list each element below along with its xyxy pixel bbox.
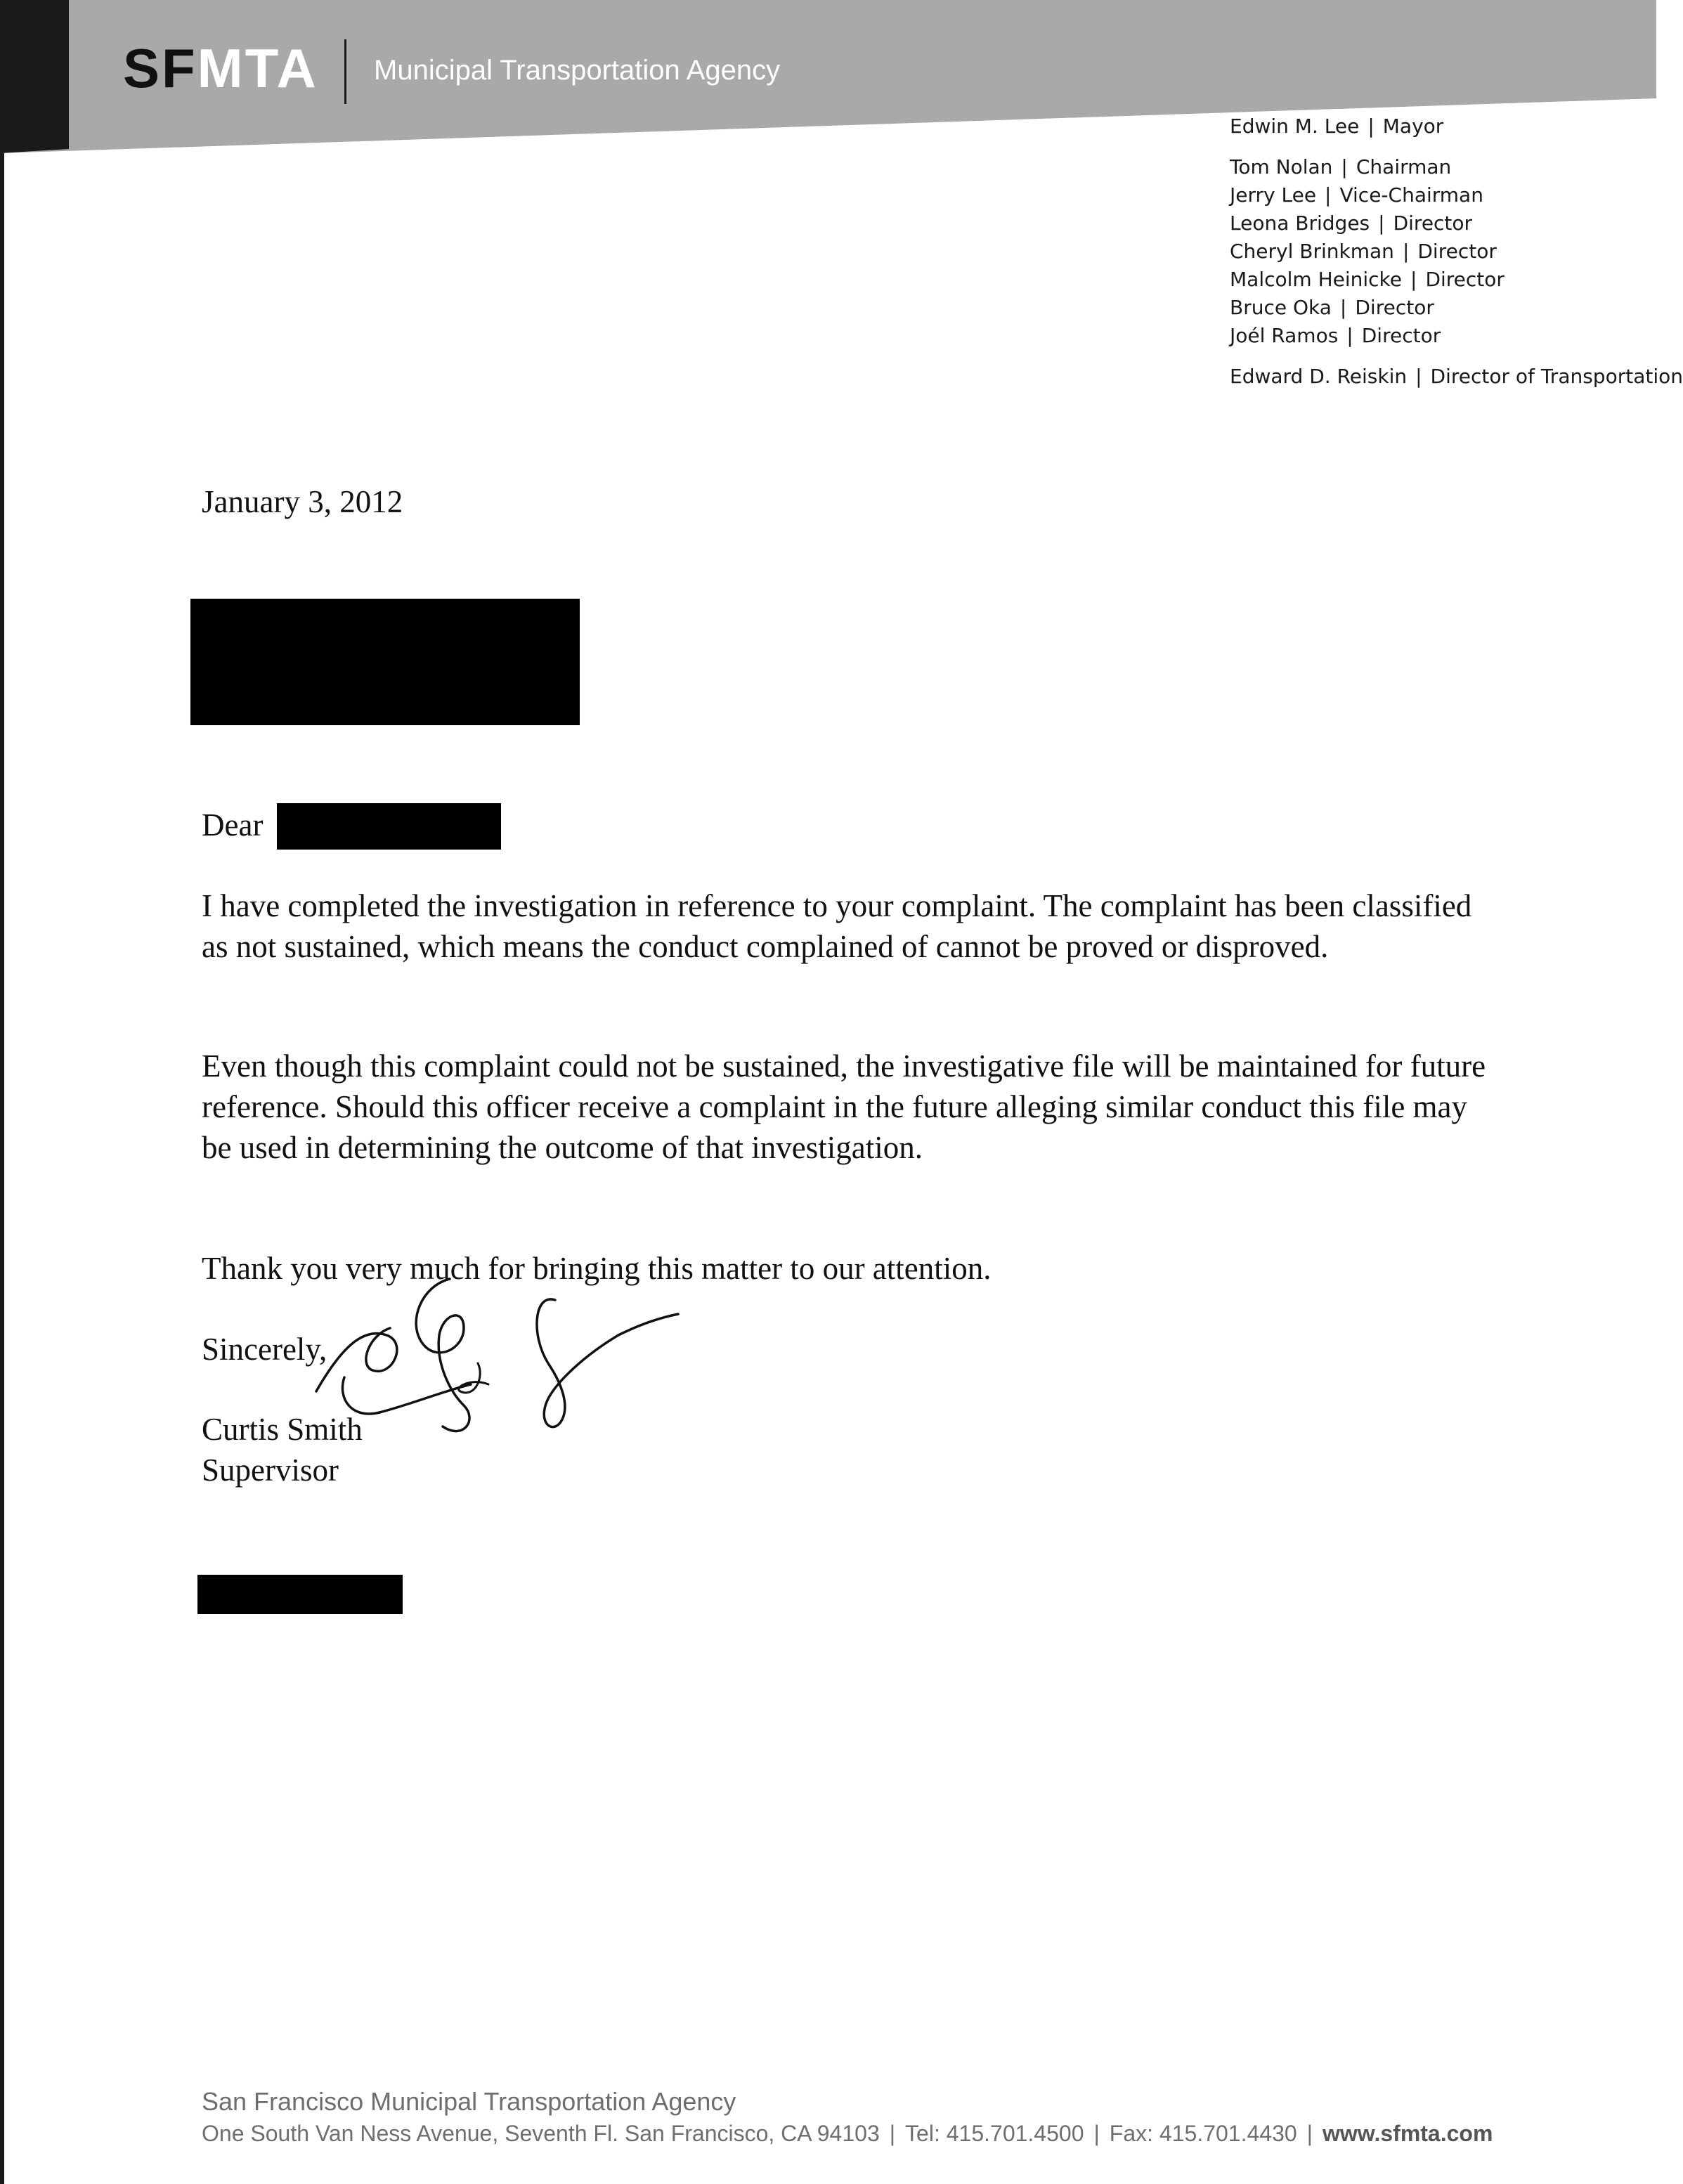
roster-role: Director <box>1393 212 1473 235</box>
roster-name: Jerry Lee <box>1230 183 1317 207</box>
roster-member <box>1230 322 1683 350</box>
body-paragraph-2: Even though this complaint could not be sustained, the investigative file will be maintained for future reference. Should this officer receive a complaint in the future alleging similar conduct this file may be used in determining the outcome of that investigation. <box>202 1048 1486 1165</box>
footer-website-link[interactable]: www.sfmta.com <box>1322 2121 1493 2146</box>
roster-name: Leona Bridges <box>1230 212 1370 235</box>
roster-mayor <box>1230 112 1683 141</box>
logo-mta: MTA <box>197 37 318 99</box>
roster-director <box>1230 363 1683 391</box>
footer-tel: Tel: 415.701.4500 <box>905 2121 1084 2146</box>
roster-separator: | <box>1339 296 1347 319</box>
redacted-address-block <box>190 599 580 725</box>
roster-role: Director <box>1417 240 1497 263</box>
roster-member <box>1230 181 1683 209</box>
roster-member <box>1230 294 1683 322</box>
banner-dark-strip <box>0 0 69 153</box>
roster-role: Mayor <box>1382 115 1444 138</box>
closing: Sincerely, <box>202 1332 327 1367</box>
roster-name: Bruce Oka <box>1230 296 1332 319</box>
roster-name: Tom Nolan <box>1230 155 1333 178</box>
roster-separator: | <box>1346 324 1353 347</box>
redacted-reference <box>197 1575 403 1614</box>
footer-address: One South Van Ness Avenue, Seventh Fl. San Francisco, CA 94103 <box>202 2121 880 2146</box>
footer-fax: Fax: 415.701.4430 <box>1109 2121 1297 2146</box>
roster-name: Malcolm Heinicke <box>1230 268 1402 291</box>
roster-separator: | <box>1402 240 1410 263</box>
roster-member <box>1230 153 1683 181</box>
footer-separator: | <box>1306 2121 1313 2146</box>
footer-separator: | <box>889 2121 896 2146</box>
roster-role: Chairman <box>1356 155 1452 178</box>
agency-name: Municipal Transportation Agency <box>374 55 781 86</box>
footer-separator: | <box>1093 2121 1100 2146</box>
letter-date: January 3, 2012 <box>202 484 403 519</box>
body-paragraph-1: I have completed the investigation in reference to your complaint. The complaint has been classified as not sustained, which means the conduct complained of cannot be proved or disproved. <box>202 888 1472 964</box>
roster-member <box>1230 238 1683 266</box>
roster-gap <box>1230 141 1683 153</box>
roster-separator: | <box>1367 115 1375 138</box>
redacted-recipient-name <box>277 803 501 850</box>
roster-role: Director <box>1361 324 1441 347</box>
logo-divider <box>344 39 346 104</box>
roster-role: Director <box>1355 296 1434 319</box>
signer-title: Supervisor <box>202 1452 339 1488</box>
roster-name: Edward D. Reiskin <box>1230 365 1408 388</box>
logo-sf: SF <box>123 37 197 99</box>
roster-role: Director <box>1425 268 1505 291</box>
roster-separator: | <box>1341 155 1348 178</box>
roster-name: Edwin M. Lee <box>1230 115 1360 138</box>
signer-name: Curtis Smith <box>202 1412 363 1447</box>
roster-gap <box>1230 350 1683 363</box>
roster-separator: | <box>1415 365 1422 388</box>
sfmta-logo <box>123 37 318 99</box>
roster-role: Director of Transportation <box>1430 365 1683 388</box>
roster-member <box>1230 266 1683 294</box>
roster-separator: | <box>1378 212 1385 235</box>
scan-edge <box>0 0 4 2184</box>
roster-separator: | <box>1410 268 1417 291</box>
board-roster <box>1230 112 1683 391</box>
roster-separator: | <box>1325 183 1332 207</box>
footer-agency-name: San Francisco Municipal Transportation Agency <box>202 2087 736 2116</box>
roster-role: Vice-Chairman <box>1339 183 1483 207</box>
handwritten-signature <box>302 1258 696 1441</box>
footer-contact-line <box>202 2121 1493 2147</box>
roster-name: Joél Ramos <box>1230 324 1339 347</box>
roster-name: Cheryl Brinkman <box>1230 240 1394 263</box>
salutation: Dear <box>202 807 264 843</box>
body-paragraph-3: Thank you very much for bringing this matter to our attention. <box>202 1251 992 1286</box>
roster-member <box>1230 209 1683 238</box>
